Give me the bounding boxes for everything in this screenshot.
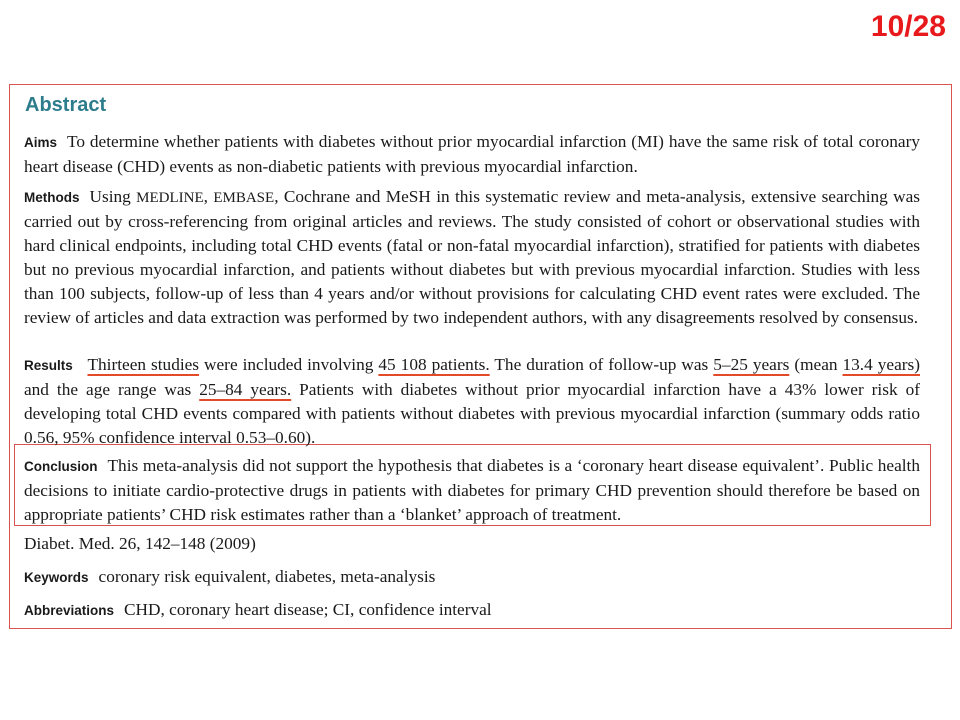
abbreviations-line	[24, 600, 492, 620]
results-mean-highlight: 13.4 years)	[842, 355, 920, 374]
abstract-heading: Abstract	[25, 94, 107, 116]
results-years-highlight: 5–25 years	[713, 355, 790, 374]
conclusion-label: Conclusion	[24, 459, 98, 474]
results-text-2: The duration of follow-up was	[489, 355, 714, 374]
keywords-label: Keywords	[24, 570, 89, 585]
methods-label: Methods	[24, 190, 80, 205]
conclusion-text: This meta-analysis did not support the hypothesis that diabetes is a ‘coronary heart disease equivalent’. Public health decisions to initiate cardio-protective drugs in patients with diabetes for primary CHD prevention should therefore be based on appropriate patients’ CHD risk estimates rather than a ‘blanket’ approach of treatment.	[24, 456, 920, 524]
aims-text: To determine whether patients with diabetes without prior myocardial infarction (MI) have the same risk of total coronary heart disease (CHD) events as non-diabetic patients with previous myocardial infarction.	[24, 132, 920, 176]
results-label: Results	[24, 358, 73, 373]
abbreviations-text: CHD, coronary heart disease; CI, confidence interval	[124, 600, 492, 619]
slide-counter: 10/28	[870, 10, 946, 43]
keywords-line	[24, 567, 435, 587]
keywords-text: coronary risk equivalent, diabetes, meta-analysis	[98, 567, 436, 586]
results-text-1: were included involving	[199, 355, 379, 374]
results-studies-highlight: Thirteen studies	[87, 355, 200, 374]
methods-sep: ,	[203, 187, 208, 206]
results-patients-highlight: 45 108 patients.	[378, 355, 490, 374]
results-age-highlight: 25–84 years.	[199, 380, 292, 399]
methods-text: , Cochrane and MeSH in this systematic review and meta-analysis, extensive searching was carried out by cross-referencing from original articles and reviews. The study consisted of cohort or observational studies with hard clinical endpoints, including total CHD events (fatal or non-fatal myocardial infarction), stratified for patients with diabetes but no previous myocardial infarction, and patients without diabetes but with previous myocardial infarction. Studies with less than 100 subjects, follow-up of less than 4 years and/or without provisions for calculating CHD event rates were excluded. The review of articles and data extraction was performed by two independent authors, with any disagreements resolved by consensus.	[24, 187, 921, 327]
abbreviations-label: Abbreviations	[24, 603, 115, 618]
citation: Diabet. Med. 26, 142–148 (2009)	[24, 534, 256, 553]
methods-embase: EMBASE	[213, 190, 275, 206]
conclusion-section	[24, 454, 920, 527]
methods-pre: Using	[89, 187, 131, 206]
results-text-4: and the age range was	[24, 380, 200, 399]
methods-medline: MEDLINE	[136, 190, 204, 206]
results-text-3: (mean	[789, 355, 843, 374]
aims-section	[24, 130, 920, 179]
methods-section	[24, 185, 920, 330]
results-section	[24, 353, 920, 450]
aims-label: Aims	[24, 135, 58, 150]
results-text-5: Patients with diabetes without prior myocardial infarction have a 43% lower risk of developing total CHD events compared with patients without diabetes with previous myocardial infarction (summary odds ratio 0.56, 95% confidence interval 0.53–0.60).	[24, 380, 920, 447]
